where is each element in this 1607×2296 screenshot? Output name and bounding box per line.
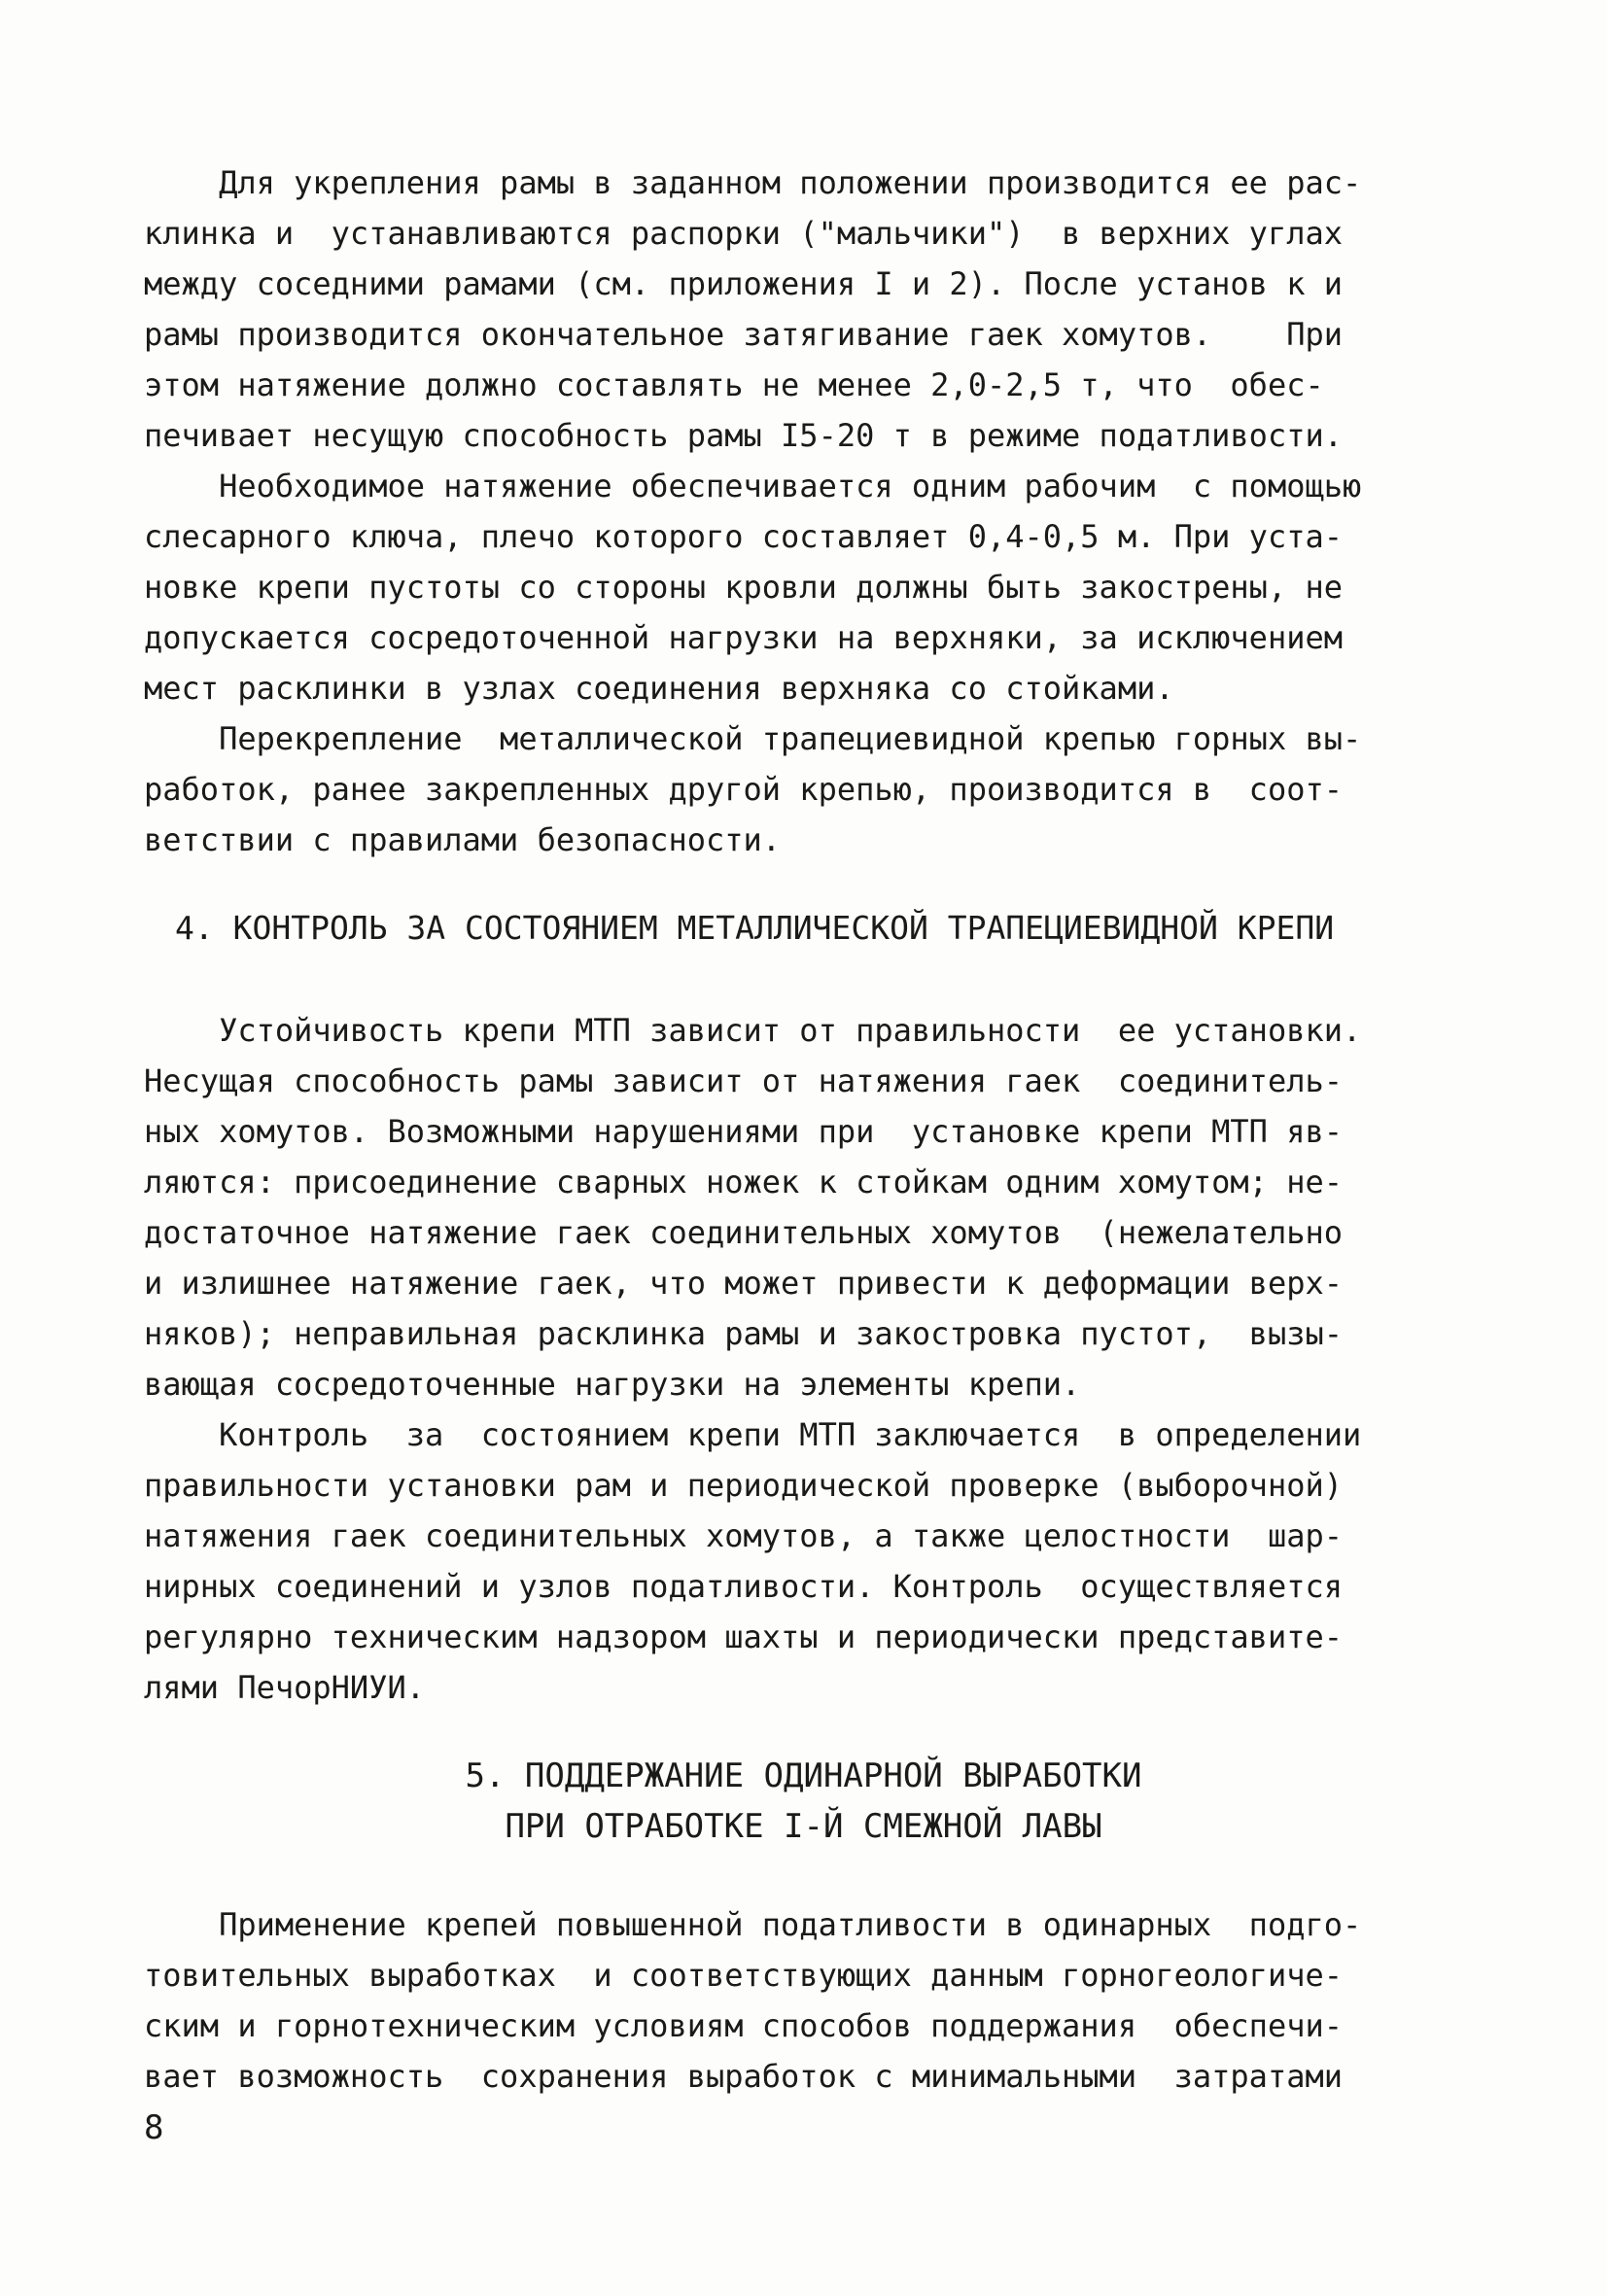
text-line: Перекрепление металлической трапециевидной крепью горных вы- (144, 720, 1362, 757)
text-line: ляются: присоединение сварных ножек к стойкам одним хомутом; не- (144, 1164, 1343, 1200)
text-line: регулярно техническим надзором шахты и периодически представите- (144, 1618, 1343, 1655)
text-line: клинка и устанавливаются распорки ("мальчики") в верхних углах (144, 215, 1343, 252)
text-line: допускается сосредоточенной нагрузки на верхняки, за исключением (144, 619, 1343, 656)
text-line: этом натяжение должно составлять не менее 2,0-2,5 т, что обес- (144, 366, 1324, 403)
text-line: между соседними рамами (см. приложения I и 2). После установ к и (144, 265, 1343, 302)
text-line: работок, ранее закрепленных другой крепью, производится в соот- (144, 771, 1343, 808)
text-line: вает возможность сохранения выработок с минимальными затратами (144, 2058, 1343, 2095)
text-line: достаточное натяжение гаек соединительных хомутов (нежелательно (144, 1214, 1343, 1251)
text-line: натяжения гаек соединительных хомутов, а также целостности шар- (144, 1517, 1343, 1554)
text-line: мест расклинки в узлах соединения верхняка со стойками. (144, 670, 1174, 707)
text-line: Применение крепей повышенной податливости в одинарных подго- (144, 1906, 1362, 1943)
section-heading-5-line-2: ПРИ ОТРАБОТКЕ I-Й СМЕЖНОЙ ЛАВЫ (505, 1807, 1102, 1846)
text-line: нирных соединений и узлов податливости. Контроль осуществляется (144, 1568, 1343, 1605)
text-line: правильности установки рам и периодической проверке (выборочной) (144, 1467, 1343, 1504)
text-line: и излишнее натяжение гаек, что может привести к деформации верх- (144, 1265, 1343, 1302)
text-line: новке крепи пустоты со стороны кровли должны быть закострены, не (144, 569, 1343, 606)
text-line: слесарного ключа, плечо которого составляет 0,4-0,5 м. При уста- (144, 518, 1343, 555)
text-line: ветствии с правилами безопасности. (144, 821, 782, 858)
text-line: Необходимое натяжение обеспечивается одним рабочим с помощью (144, 468, 1362, 504)
section-heading-4: 4. КОНТРОЛЬ ЗА СОСТОЯНИЕМ МЕТАЛЛИЧЕСКОЙ ТРАПЕЦИЕВИДНОЙ КРЕПИ (175, 909, 1335, 947)
text-line: печивает несущую способность рамы I5-20 т в режиме податливости. (144, 417, 1343, 454)
section-heading-5-line-1: 5. ПОДДЕРЖАНИЕ ОДИНАРНОЙ ВЫРАБОТКИ (465, 1757, 1142, 1795)
text-line: няков); неправильная расклинка рамы и закостровка пустот, вызы- (144, 1315, 1343, 1352)
text-line: вающая сосредоточенные нагрузки на элементы крепи. (144, 1366, 1081, 1403)
text-line: Контроль за состоянием крепи МТП заключается в определении (144, 1416, 1362, 1453)
text-line: Устойчивость крепи МТП зависит от правильности ее установки. (144, 1012, 1362, 1049)
text-line: ных хомутов. Возможными нарушениями при установке крепи МТП яв- (144, 1113, 1343, 1150)
text-line: лями ПечорНИУИ. (144, 1669, 425, 1706)
text-line: товительных выработках и соответствующих данным горногеологиче- (144, 1957, 1343, 1994)
page-number: 8 (144, 2108, 164, 2147)
text-line: рамы производится окончательное затягивание гаек хомутов. При (144, 316, 1343, 353)
text-line: Для укрепления рамы в заданном положении производится ее рас- (144, 164, 1362, 201)
text-line: ским и горнотехническим условиям способов поддержания обеспечи- (144, 2007, 1343, 2044)
text-line: Несущая способность рамы зависит от натяжения гаек соединитель- (144, 1062, 1343, 1099)
